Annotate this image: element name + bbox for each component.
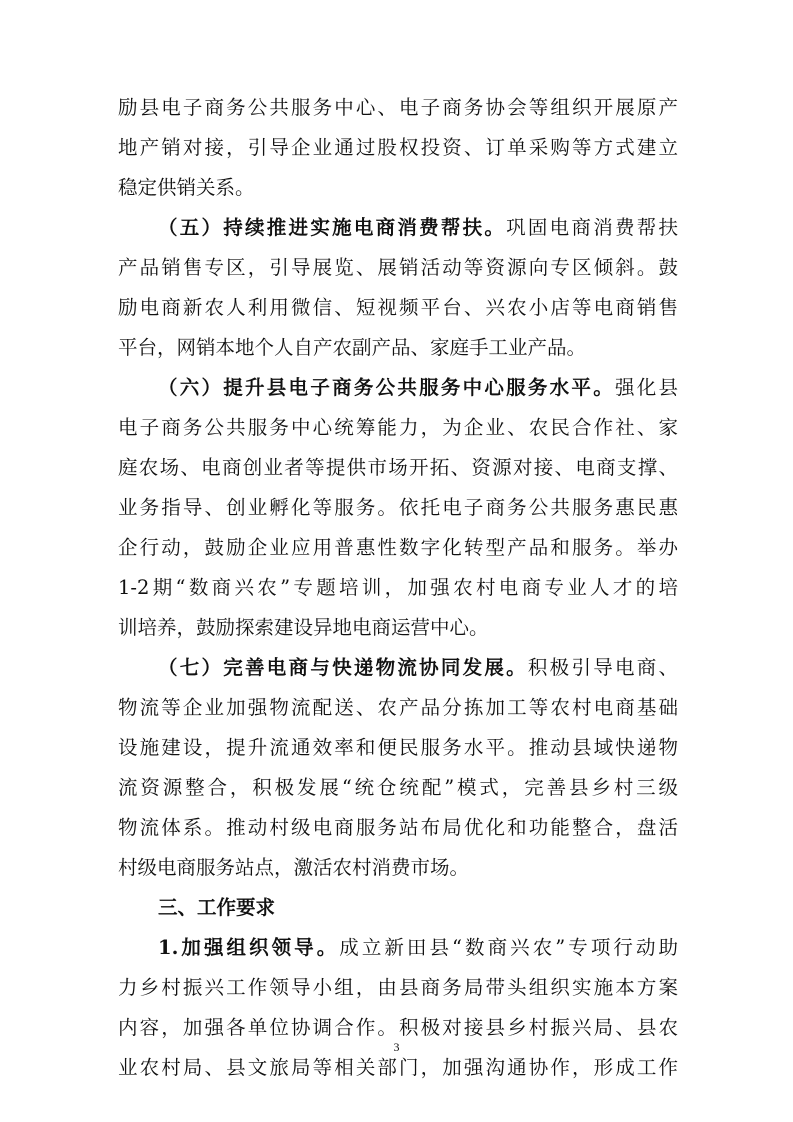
subsection-heading-1 <box>158 935 678 961</box>
line-text: 1-2期“数商兴农”专题培训，加强农村电商专业人才的培 <box>118 576 678 599</box>
line-text: 企行动，鼓励企业应用普惠性数字化转型产品和服务。举办 <box>118 536 678 559</box>
heading-text: 三、工作要求 <box>158 896 276 919</box>
paragraph-line <box>118 415 678 441</box>
line-text: 励电商新农人利用微信、短视频平台、兴农小店等电商销售 <box>118 296 678 319</box>
line-text: 内容，加强各单位协调合作。积极对接县乡村振兴局、县农 <box>118 1016 678 1039</box>
heading-text: （六）提升县电子商务公共服务中心服务水平。 <box>158 376 615 399</box>
heading-text: （七）完善电商与快递物流协同发展。 <box>158 656 528 679</box>
paragraph-line <box>118 335 678 361</box>
paragraph-line <box>118 495 678 521</box>
paragraph-line <box>118 615 678 641</box>
line-text: 积极引导电商、 <box>527 656 678 679</box>
line-text: 业农村局、县文旅局等相关部门，加强沟通协作，形成工作 <box>118 1056 678 1079</box>
paragraph-line <box>118 855 678 881</box>
heading-text: 1.加强组织领导。 <box>158 936 340 959</box>
line-text: 村级电商服务站点，激活农村消费市场。 <box>118 856 470 879</box>
line-text: 地产销对接，引导企业通过股权投资、订单采购等方式建立 <box>118 136 678 159</box>
line-text: 物流等企业加强物流配送、农产品分拣加工等农村电商基础 <box>118 696 678 719</box>
paragraph-line <box>118 95 678 121</box>
line-text: 成立新田县“数商兴农”专项行动助 <box>339 936 678 959</box>
line-text: 励县电子商务公共服务中心、电子商务协会等组织开展原产 <box>118 96 678 119</box>
paragraph-line <box>118 815 678 841</box>
paragraph-line <box>118 175 678 201</box>
line-text: 稳定供销关系。 <box>118 176 255 199</box>
heading-text: （五）持续推进实施电商消费帮扶。 <box>158 216 507 239</box>
line-text: 巩固电商消费帮扶 <box>506 216 678 239</box>
paragraph-line <box>118 975 678 1001</box>
paragraph-line <box>118 1055 678 1081</box>
section-heading-6 <box>158 375 678 401</box>
paragraph-line <box>118 135 678 161</box>
line-text: 业务指导、创业孵化等服务。依托电子商务公共服务惠民惠 <box>118 496 678 519</box>
section-heading-7 <box>158 655 678 681</box>
page-number: 3 <box>393 1040 400 1054</box>
line-text: 物流体系。推动村级电商服务站布局优化和功能整合，盘活 <box>118 816 678 839</box>
section-heading-3 <box>158 895 678 921</box>
line-text: 产品销售专区，引导展览、展销活动等资源向专区倾斜。鼓 <box>118 256 678 279</box>
paragraph-line <box>118 775 678 801</box>
line-text: 设施建设，提升流通效率和便民服务水平。推动县域快递物 <box>118 736 678 759</box>
line-text: 训培养，鼓励探索建设异地电商运营中心。 <box>118 616 489 639</box>
line-text: 强化县 <box>614 376 678 399</box>
paragraph-line <box>118 575 678 601</box>
paragraph-line <box>118 295 678 321</box>
line-text: 力乡村振兴工作领导小组，由县商务局带头组织实施本方案 <box>118 976 678 999</box>
paragraph-line <box>118 455 678 481</box>
line-text: 流资源整合，积极发展“统仓统配”模式，完善县乡村三级 <box>118 776 678 799</box>
paragraph-line <box>118 535 678 561</box>
section-heading-5 <box>158 215 678 241</box>
line-text: 庭农场、电商创业者等提供市场开拓、资源对接、电商支撑、 <box>118 456 678 479</box>
line-text: 平台，网销本地个人自产农副产品、家庭手工业产品。 <box>118 336 587 359</box>
paragraph-line <box>118 1015 678 1041</box>
line-text: 电子商务公共服务中心统筹能力，为企业、农民合作社、家 <box>118 416 678 439</box>
paragraph-line <box>118 695 678 721</box>
paragraph-line <box>118 255 678 281</box>
paragraph-line <box>118 735 678 761</box>
